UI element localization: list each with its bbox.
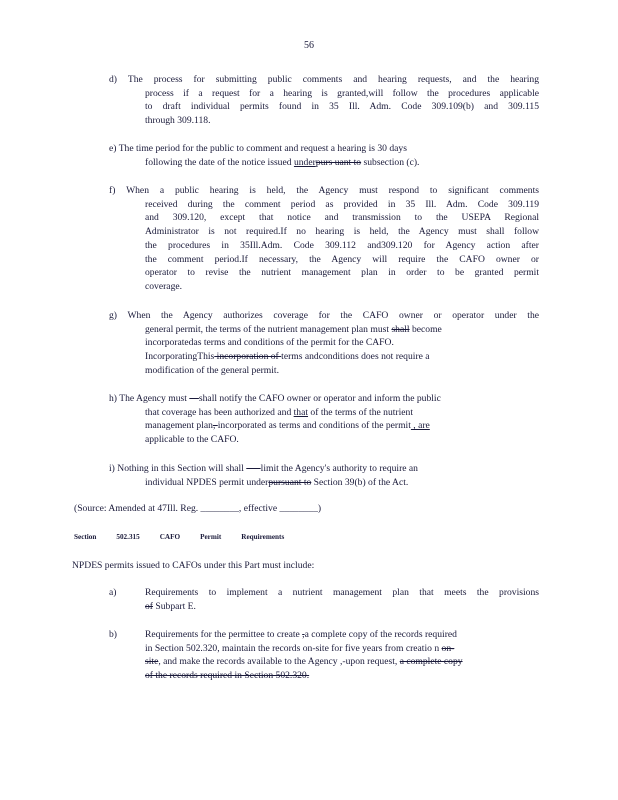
deleted-text: ,	[302, 629, 305, 640]
deleted-text: incorporation of	[214, 351, 282, 363]
section-heading: Section 502.315 CAFO Permit Requirements	[74, 533, 285, 541]
item-line: Administrator is not required.If no hearing is held, the Agency must shall follow	[145, 226, 539, 238]
item-line: to draft individual permits found in 35 Ill. Adm. Code 309.109(b) and 309.115	[145, 101, 539, 113]
list-item-g	[109, 309, 539, 378]
list-item-d	[109, 73, 539, 128]
deleted-text	[189, 393, 199, 404]
inserted-text: that	[293, 406, 309, 418]
deleted-text: pursuant to	[268, 476, 312, 488]
deleted-text: site	[145, 656, 159, 668]
list-item-f	[109, 184, 539, 294]
item-label: a)	[109, 587, 117, 598]
page-number: 56	[304, 40, 314, 51]
item-line	[145, 669, 539, 683]
item-label: d)	[109, 74, 117, 85]
item-line: the procedures in 35Ill.Adm. Code 309.112 and309.120 for Agency action after	[145, 239, 539, 251]
source-note: (Source: Amended at 47Ill. Reg. ________, effective ________)	[74, 503, 322, 514]
item-label: e)	[109, 143, 117, 154]
item-line: e) The time period for the public to comment and request a hearing is 30 days	[109, 143, 407, 154]
item-line: d) The process for submitting public comments and hearing requests, and the hearing	[109, 74, 539, 85]
item-line: through 309.118.	[145, 115, 211, 127]
item-line: individual NPDES permit underpursuant to Section 39(b) of the Act.	[145, 476, 409, 488]
list-item-h	[109, 392, 539, 447]
item-label: f)	[109, 185, 116, 196]
item-line: and 309.120, except that notice and transmission to the USEPA Regional	[145, 212, 539, 224]
item-label: h)	[109, 393, 117, 404]
item-line: general permit, the terms of the nutrient management plan must shall become	[145, 323, 442, 335]
item-line: applicable to the CAFO.	[145, 434, 239, 446]
item-line: following the date of the notice issued underpurs uant to subsection (c).	[145, 156, 420, 168]
deleted-text	[246, 463, 260, 474]
item-label: g)	[109, 310, 117, 321]
item-line: the comment period.If necessary, the Agency will require the CAFO owner or	[145, 253, 539, 265]
deleted-text: ,	[212, 420, 218, 432]
list-item-i	[109, 462, 539, 489]
item-line: coverage.	[145, 280, 183, 292]
item-line: management plan, incorporated as terms and conditions of the permit , are	[145, 420, 430, 432]
deleted-text: shall	[391, 323, 410, 335]
list-item-e	[109, 142, 539, 169]
item-line: site, and make the records available to the Agency ,-upon request, a complete copy	[145, 656, 463, 668]
item-line: in Section 502.320, maintain the records on-site for five years from creatio n on-	[145, 642, 455, 654]
item-line: h) The Agency must shall notify the CAFO owner or operator and inform the public	[109, 393, 441, 404]
item-line: Requirements for the permittee to create ,a complete copy of the records required	[145, 629, 457, 640]
item-line: incorporatedas terms and conditions of the permit for the CAFO.	[145, 337, 394, 349]
item-line: of Subpart E.	[145, 600, 196, 612]
deleted-text: a complete copy	[399, 656, 463, 668]
item-label: i)	[109, 463, 115, 474]
inserted-text: under	[293, 156, 316, 168]
item-line: f) When a public hearing is held, the Agency must respond to significant comments	[109, 185, 539, 196]
deleted-text: on-	[441, 642, 455, 654]
deleted-text: of	[145, 600, 153, 612]
subitem-b	[109, 628, 539, 682]
item-label: b)	[109, 629, 117, 640]
item-line: received during the comment period as provided in 35 Ill. Adm. Code 309.119	[145, 198, 539, 210]
item-line: g) When the Agency authorizes coverage for the CAFO owner or operator under the	[109, 310, 539, 321]
inserted-text: , are	[410, 420, 430, 432]
item-line: i) Nothing in this Section will shall limit the Agency's authority to require an	[109, 463, 418, 474]
section-intro: NPDES permits issued to CAFOs under this Part must include:	[72, 560, 315, 571]
deleted-text: of the records required in Section 502.320.	[145, 669, 310, 681]
subitem-a	[109, 586, 539, 613]
item-line: that coverage has been authorized and that of the terms of the nutrient	[145, 406, 414, 418]
item-line: process if a request for a hearing is granted,will follow the procedures applicable	[145, 87, 539, 99]
item-line: Requirements to implement a nutrient management plan that meets the provisions	[145, 587, 539, 598]
item-line: operator to revise the nutrient management plan in order to be granted permit	[145, 267, 539, 279]
item-line: IncorporatingThis incorporation of terms andconditions does not require a	[145, 351, 430, 363]
item-line: modification of the general permit.	[145, 364, 279, 376]
deleted-text: purs uant to	[315, 156, 362, 168]
